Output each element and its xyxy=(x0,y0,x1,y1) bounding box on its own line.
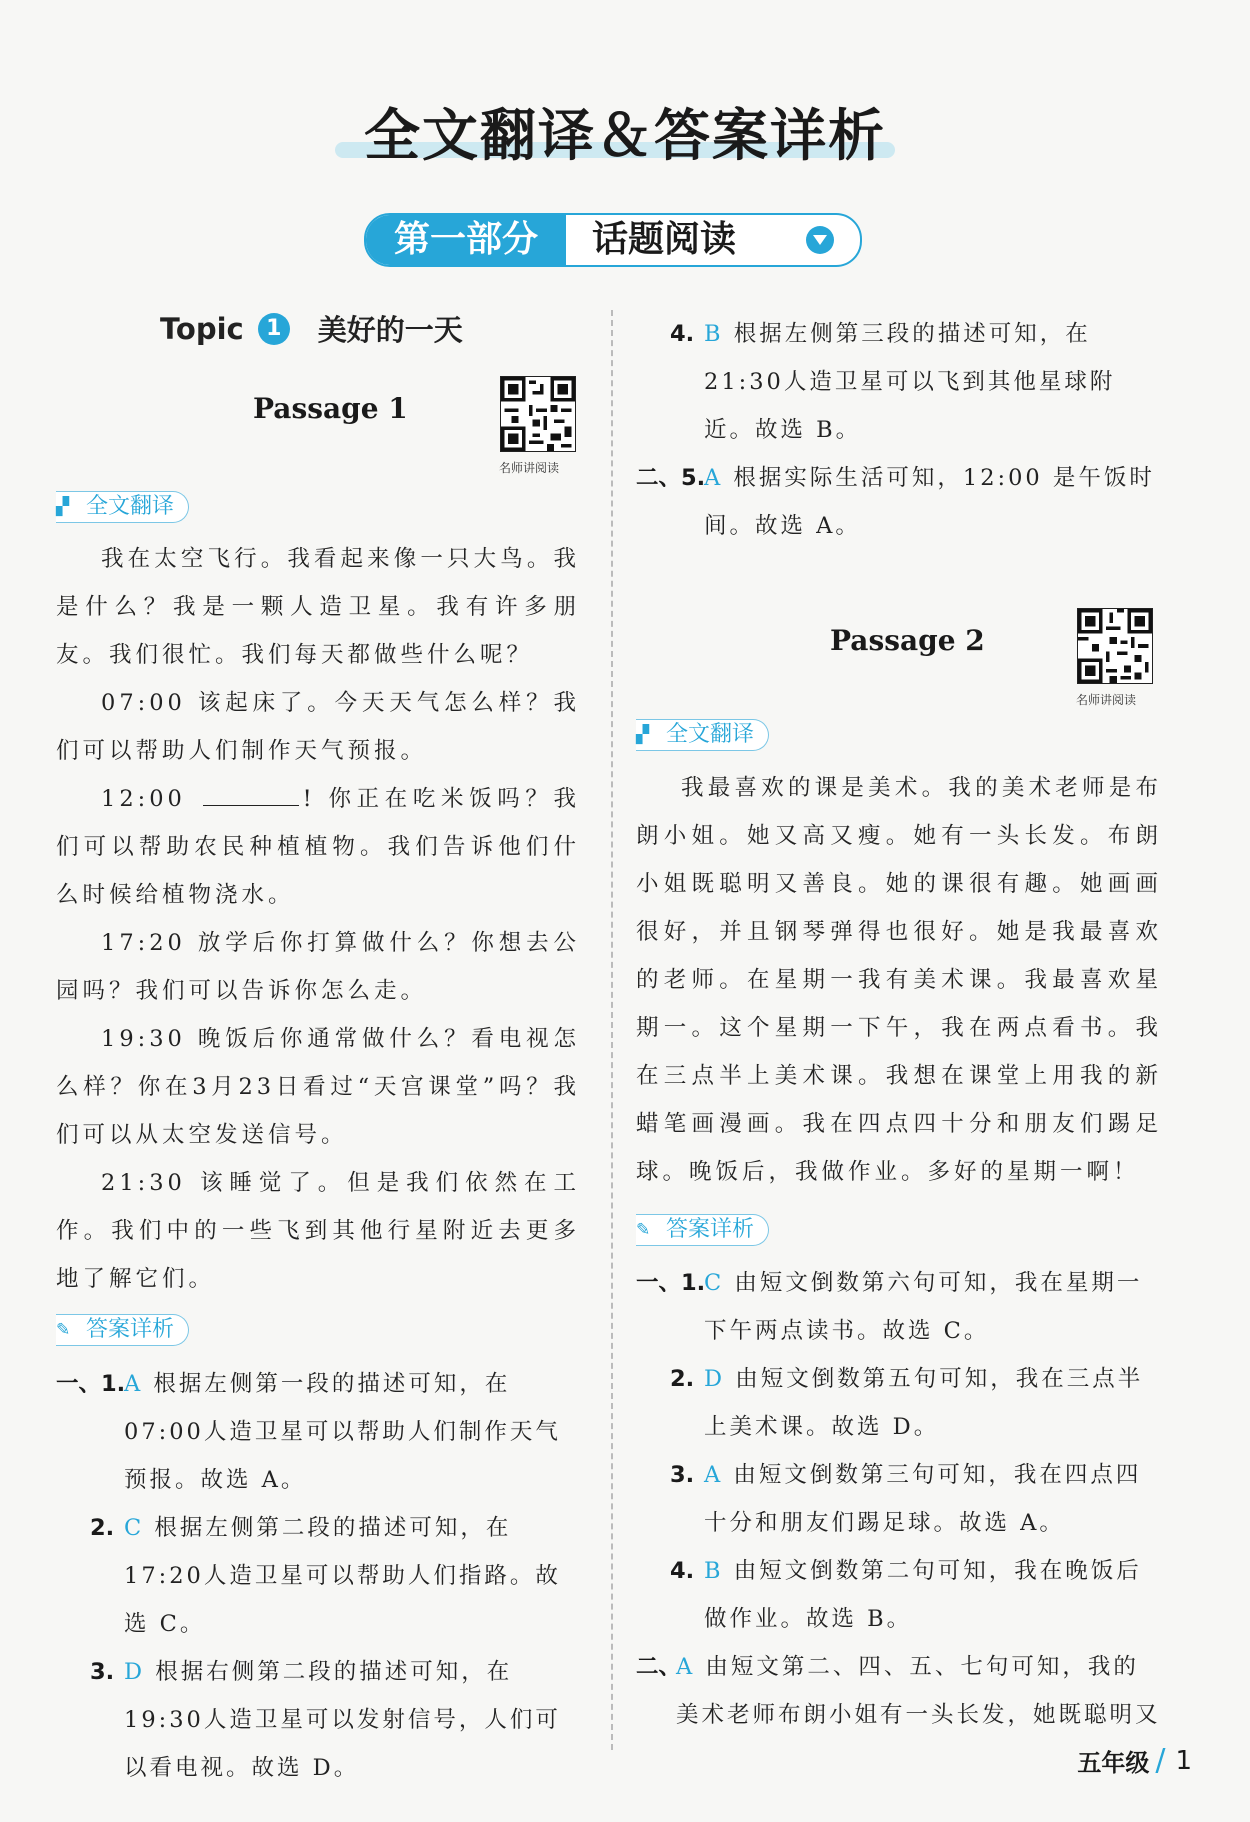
answer-letter: B xyxy=(704,1558,724,1584)
part-banner xyxy=(364,213,862,267)
answers-label xyxy=(636,1214,769,1246)
answer-text: 由短文倒数第二句可知，我在晚饭后做作业。故选 B。 xyxy=(704,1558,1142,1632)
answer-letter: D xyxy=(704,1366,726,1392)
passage2-translation xyxy=(636,764,1162,1196)
answer-letter: B xyxy=(704,321,724,347)
time-text: 12:00 xyxy=(101,786,186,812)
answer-number: 4. xyxy=(670,321,695,347)
answer-number: 3. xyxy=(670,1462,695,1488)
answer-number: 二、 xyxy=(636,1654,682,1680)
pencil-icon: ✎ xyxy=(56,1320,71,1340)
answer-text: 根据实际生活可知，12:00 是午饭时间。故选 A。 xyxy=(704,465,1155,539)
passage2-answers xyxy=(636,1259,1162,1739)
answer-text: 由短文倒数第六句可知，我在星期一下午两点读书。故选 C。 xyxy=(704,1270,1143,1344)
answer-item xyxy=(636,1451,1162,1547)
answer-text: 由短文第二、四、五、七句可知，我的美术老师布朗小姐有一头长发，她既聪明又 xyxy=(676,1654,1161,1728)
paragraph: 21:30 该睡觉了。但是我们依然在工作。我们中的一些飞到其他行星附近去更多地了解它们。 xyxy=(56,1170,580,1292)
answer-number: 3. xyxy=(90,1659,115,1685)
passage1-answers xyxy=(56,1360,580,1792)
translation-label xyxy=(636,719,769,751)
answer-letter: A xyxy=(124,1371,144,1397)
book-icon: ▞ xyxy=(56,497,70,517)
answer-number: 2. xyxy=(90,1515,115,1541)
answer-item xyxy=(636,1355,1162,1451)
paragraph: 07:00 该起床了。今天天气怎么样？我们可以帮助人们制作天气预报。 xyxy=(56,690,580,764)
paragraph: 19:30 晚饭后你通常做什么？看电视怎么样？你在3月23日看过“天宫课堂”吗？我们可以从太空发送信号。 xyxy=(56,1026,580,1148)
answer-text: 根据右侧第二段的描述可知，在19:30人造卫星可以发射信号，人们可以看电视。故选 D。 xyxy=(124,1659,561,1781)
column-divider xyxy=(611,310,613,1750)
answer-item xyxy=(636,1643,1162,1739)
answer-text: 根据左侧第一段的描述可知，在07:00人造卫星可以帮助人们制作天气预报。故选 A。 xyxy=(124,1371,561,1493)
answer-item xyxy=(636,1547,1162,1643)
paragraph: 我最喜欢的课是美术。我的美术老师是布朗小姐。她又高又瘦。她有一头长发。布朗小姐既聪明又善良。她的课很有趣。她画画很好，并且钢琴弹得也很好。她是我最喜欢的老师。在星期一我有美术课。我最喜欢星期一。这个星期一下午，我在两点看书。我在三点半上美术课。我想在课堂上用我的新蜡笔画漫画。我在四点四十分和朋友们踢足球。晚饭后，我做作业。多好的星期一啊！ xyxy=(636,775,1162,1185)
chevron-down-icon xyxy=(806,226,834,254)
answers-label xyxy=(56,1314,189,1346)
footer-slash: / xyxy=(1155,1743,1166,1778)
answer-item xyxy=(636,310,1162,454)
paragraph: 17:20 放学后你打算做什么？你想去公园吗？我们可以告诉你怎么走。 xyxy=(56,930,580,1004)
answer-number: 2. xyxy=(670,1366,695,1392)
part-label: 第一部分 xyxy=(366,215,566,265)
answer-text: 根据左侧第三段的描述可知，在21:30人造卫星可以飞到其他星球附近。故选 B。 xyxy=(704,321,1116,443)
answer-item xyxy=(56,1648,580,1792)
part-topic: 话题阅读 xyxy=(592,219,737,260)
topic-number-badge: 1 xyxy=(258,313,290,345)
grade-label: 五年级 xyxy=(1077,1749,1150,1777)
qr-code-icon[interactable] xyxy=(1077,608,1153,684)
answer-text: 由短文倒数第五句可知，我在三点半上美术课。故选 D。 xyxy=(704,1366,1144,1440)
qr-code-icon[interactable] xyxy=(500,376,576,452)
passage1-title: Passage 1 xyxy=(253,392,408,425)
translation-label-text: 全文翻译 xyxy=(86,494,175,519)
passage2-title: Passage 2 xyxy=(830,624,985,657)
topic-heading xyxy=(160,308,463,349)
pencil-icon: ✎ xyxy=(636,1220,651,1240)
answers-label-text: 答案详析 xyxy=(86,1317,175,1342)
qr-pattern xyxy=(1078,609,1152,683)
qr-pattern xyxy=(501,377,575,451)
fill-blank xyxy=(203,779,299,806)
answer-item xyxy=(56,1360,580,1504)
main-title: 全文翻译＆答案详析 xyxy=(364,104,886,169)
translation-label xyxy=(56,491,189,523)
answer-text: 根据左侧第二段的描述可知，在17:20人造卫星可以帮助人们指路。故选 C。 xyxy=(124,1515,561,1637)
answer-item xyxy=(56,1504,580,1648)
answer-letter: A xyxy=(676,1654,696,1680)
answer-letter: A xyxy=(704,1462,724,1488)
answer-number: 4. xyxy=(670,1558,695,1584)
answer-item xyxy=(636,454,1162,550)
paragraph-rest: ! 你正在吃米饭吗？我们可以帮助农民种植植物。我们告诉他们什么时候给植物浇水。 xyxy=(56,786,581,908)
translation-label-text: 全文翻译 xyxy=(666,722,755,747)
book-icon: ▞ xyxy=(636,725,650,745)
qr-caption: 名师讲阅读 xyxy=(499,461,560,475)
paragraph: 我在太空飞行。我看起来像一只大鸟。我是什么？我是一颗人造卫星。我有许多朋友。我们很忙。我们每天都做些什么呢？ xyxy=(56,546,580,668)
answer-number: 一、1. xyxy=(56,1371,126,1397)
answer-letter: D xyxy=(124,1659,146,1685)
answer-item xyxy=(636,1259,1162,1355)
answer-number: 一、1. xyxy=(636,1270,706,1296)
answer-number: 二、5. xyxy=(636,465,706,491)
answer-text: 由短文倒数第三句可知，我在四点四十分和朋友们踢足球。故选 A。 xyxy=(704,1462,1142,1536)
topic-name: 美好的一天 xyxy=(317,313,463,347)
answer-letter: C xyxy=(124,1515,145,1541)
paragraph-blank xyxy=(56,775,580,919)
answers-label-text: 答案详析 xyxy=(666,1217,755,1242)
page-number: 1 xyxy=(1175,1745,1192,1776)
topic-label: Topic xyxy=(160,311,244,346)
passage1-answers-continued xyxy=(636,310,1162,550)
answer-letter: C xyxy=(704,1270,725,1296)
answer-letter: A xyxy=(704,465,724,491)
qr-caption: 名师讲阅读 xyxy=(1076,693,1137,707)
page-footer xyxy=(1077,1743,1192,1778)
passage1-translation xyxy=(56,535,580,1303)
